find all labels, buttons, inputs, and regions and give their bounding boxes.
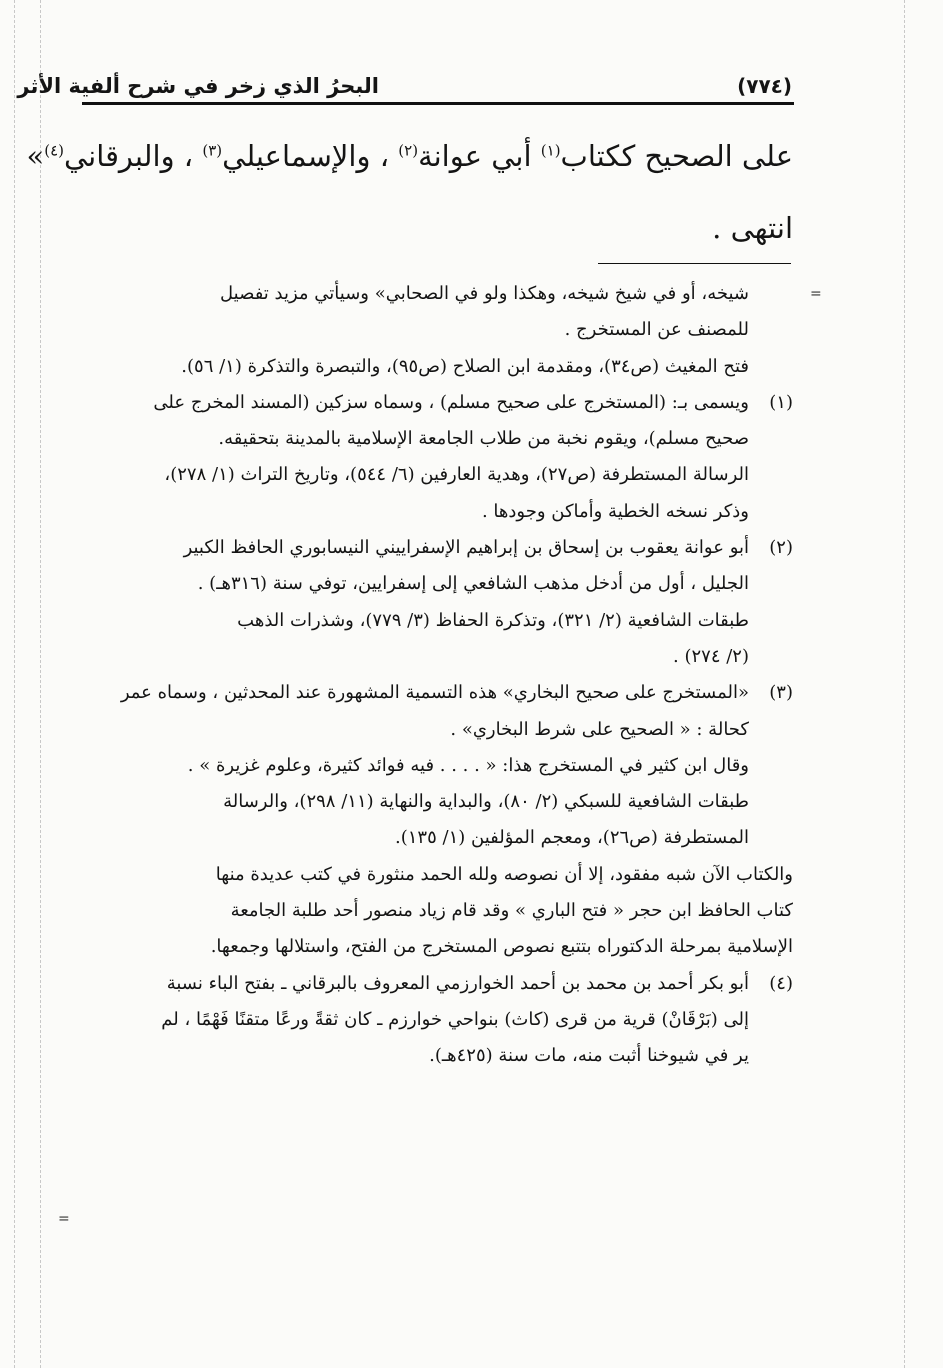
footnotes <box>81 276 793 1075</box>
footnote-line: ير في شيوخنا أثبت منه، مات سنة (٤٢٥هـ). <box>429 1045 749 1067</box>
footnote-line: والكتاب الآن شبه مفقود، إلا أن نصوصه ولله الحمد منثورة في كتب عديدة منها <box>215 863 793 885</box>
footnote-line: صحيح مسلم)، ويقوم نخبة من طلاب الجامعة الإسلامية بالمدينة بتحقيقه. <box>218 428 749 450</box>
scan-edge-line <box>40 0 41 1368</box>
footnote-line: المستطرفة (ص٢٦)، ومعجم المؤلفين (١/ ١٣٥). <box>395 827 749 849</box>
footnote-line: أبو بكر أحمد بن محمد بن أحمد الخوارزمي المعروف بالبرقاني ـ بفتح الباء نسبة <box>166 972 749 994</box>
footnote-line: كحالة : « الصحيح على شرط البخاري» . <box>450 718 749 740</box>
footnote-marker[interactable]: (١) <box>540 141 561 160</box>
running-header <box>17 66 794 105</box>
footnote-line: طبقات الشافعية للسبكي (٢/ ٨٠)، والبداية والنهاية (١١/ ٢٩٨)، والرسالة <box>223 791 749 813</box>
footnote-line: طبقات الشافعية (٢/ ٣٢١)، وتذكرة الحفاظ (٣/ ٧٧٩)، وشذرات الذهب <box>237 609 749 631</box>
footnote-line: أبو عوانة يعقوب بن إسحاق بن إبراهيم الإسفراييني النيسابوري الحافظ الكبير <box>183 537 749 559</box>
main-text-line: انتهى . <box>712 211 793 245</box>
footnote-line: ويسمى بـ: (المستخرج على صحيح مسلم) ، وسماه سزكين (المسند المخرج على <box>153 391 749 413</box>
footnote-line: وذكر نسخه الخطية وأماكن وجودها . <box>481 500 749 522</box>
scan-mark: = <box>58 1211 70 1227</box>
footnote-3 <box>81 675 793 856</box>
footnote-number: (١) <box>769 391 793 413</box>
footnote-line: إلى (بَرْقَانْ) قرية من قرى (كاث) بنواحي خوارزم ـ كان ثقةً ورعًا متقنًا فَهْمًا ، لم <box>161 1008 749 1030</box>
footnote-4 <box>81 966 793 1075</box>
footnote-line: (٢/ ٢٧٤) . <box>673 645 749 667</box>
footnote-line: للمصنف عن المستخرج . <box>564 319 749 341</box>
text-fragment: » <box>26 139 45 173</box>
footnote-line: الجليل ، أول من أدخل مذهب الشافعي إلى إسفرايين، توفي سنة (٣١٦هـ) . <box>197 573 749 595</box>
main-text-line <box>26 120 793 192</box>
scan-mark: = <box>810 286 822 302</box>
footnote-marker[interactable]: (٤) <box>44 141 64 160</box>
footnote-line: الرسالة المستطرفة (ص٢٧)، وهدية العارفين (٦/ ٥٤٤)، وتاريخ التراث (١/ ٢٧٨)، <box>164 464 749 486</box>
footnote-line: وقال ابن كثير في المستخرج هذا: « . . . . فيه فوائد كثيرة، وعلوم غزيرة » . <box>187 754 749 776</box>
footnote-line: كتاب الحافظ ابن حجر « فتح الباري » وقد قام زياد منصور أحد طلبة الجامعة <box>230 900 793 922</box>
page-number: (٧٧٤) <box>737 74 792 98</box>
footnote-continuation <box>81 276 793 385</box>
footnote-line: شيخه، أو في شيخ شيخه، وهكذا ولو في الصحابي» وسيأتي مزيد تفصيل <box>220 283 749 304</box>
scan-edge-line <box>14 0 15 1368</box>
text-fragment: على الصحيح ككتاب <box>560 139 793 173</box>
footnote-line: «المستخرج على صحيح البخاري» هذه التسمية المشهورة عند المحدثين ، وسماه عمر <box>120 682 749 704</box>
text-fragment: ، والبرقاني <box>63 139 203 173</box>
text-fragment: ، والإسماعيلي <box>222 139 399 173</box>
footnote-number: (٢) <box>769 537 793 559</box>
scan-edge-line <box>904 0 905 1368</box>
footnote-2 <box>81 530 793 675</box>
text-fragment: أبي عوانة <box>418 139 541 173</box>
book-title: البحرُ الذي زخر في شرح ألفية الأثر <box>17 74 379 98</box>
footnote-3-tail <box>81 857 793 966</box>
footnote-line: فتح المغيث (ص٣٤)، ومقدمة ابن الصلاح (ص٩٥)، والتبصرة والتذكرة (١/ ٥٦). <box>181 355 749 377</box>
footnote-marker[interactable]: (٢) <box>398 141 419 160</box>
footnote-1 <box>81 385 793 530</box>
footnote-number: (٤) <box>769 972 793 994</box>
footnote-line: الإسلامية بمرحلة الدكتوراه بتتبع نصوص المستخرج من الفتح، واستلالها وجمعها. <box>210 936 793 958</box>
footnote-number: (٣) <box>769 682 793 704</box>
footnote-separator <box>598 263 791 264</box>
main-text <box>26 120 793 264</box>
footnote-marker[interactable]: (٣) <box>202 141 223 160</box>
